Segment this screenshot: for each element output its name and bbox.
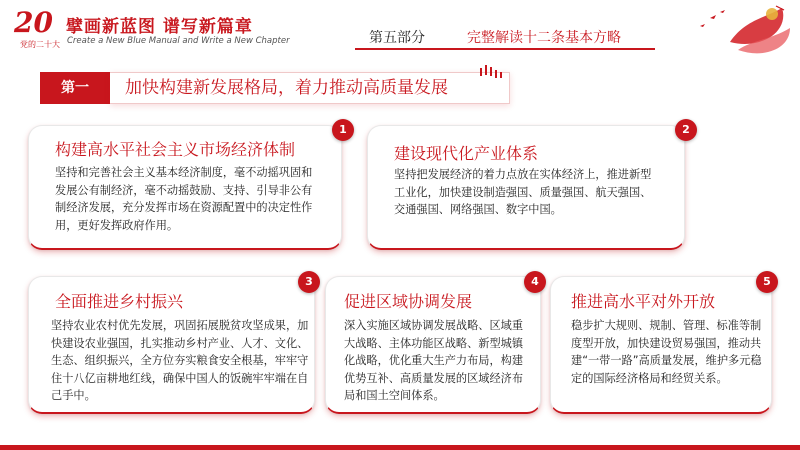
card-number-badge-5: 5 [756, 271, 778, 293]
section-tag: 第一 [40, 72, 110, 104]
logo-subtitle: 党的二十大 [20, 40, 60, 49]
card-number-badge-4: 4 [524, 271, 546, 293]
card-body: 深入实施区域协调发展战略、区域重大战略、主体功能区战略、新型城镇化战略，优化重大生产力布局，构建优势互补、高质量发展的区域经济布局和国土空间体系。 [344, 319, 524, 402]
card-number-badge-1: 1 [332, 119, 354, 141]
logo-title: 擘画新蓝图 谱写新篇章 [66, 17, 253, 37]
part-label: 第五部分 [369, 30, 425, 46]
card-number-badge-3: 3 [298, 271, 320, 293]
section-title: 加快构建新发展格局，着力推动高质量发展 [125, 78, 448, 98]
stars-decoration-icon [478, 62, 506, 82]
logo-english-title: Create a New Blue Manual and Write a New Chapter [67, 36, 290, 46]
card-title: 促进区域协调发展 [344, 292, 473, 311]
card-number-badge-2: 2 [675, 119, 697, 141]
card-title: 构建高水平社会主义市场经济体制 [55, 140, 296, 159]
policy-card-1 [28, 125, 342, 250]
event-logo [12, 6, 290, 52]
card-body: 稳步扩大规则、规制、管理、标准等制度型开放，加快建设贸易强国，推动共建“一带一路”高质量发展，维护多元稳定的国际经济格局和经贸关系。 [571, 319, 762, 385]
card-body: 坚持把发展经济的着力点放在实体经济上，推进新型工业化，加快建设制造强国、质量强国、航天强国、交通强国、网络强国、数字中国。 [394, 168, 652, 216]
card-body: 坚持农业农村优先发展，巩固拓展脱贫攻坚成果，加快建设农业强国，扎实推动乡村产业、人才、文化、生态、组织振兴，全方位夯实粮食安全根基，牢牢守住十八亿亩耕地红线，确保中国人的饭碗牢牢端在自己手中。 [51, 319, 309, 402]
policy-card-3 [28, 276, 315, 414]
logo-number: 20 [14, 6, 53, 39]
policy-card-4 [325, 276, 541, 414]
policy-card-2 [367, 125, 685, 250]
card-title: 建设现代化产业体系 [394, 144, 539, 163]
flag-decoration-icon [690, 0, 800, 60]
section-heading [40, 72, 510, 104]
part-title: 完整解读十二条基本方略 [467, 30, 621, 46]
header-divider [355, 48, 655, 50]
section-title-box [110, 72, 510, 104]
policy-card-5 [550, 276, 772, 414]
card-body: 坚持和完善社会主义基本经济制度，毫不动摇巩固和发展公有制经济，毫不动摇鼓励、支持、引导非公有制经济发展，充分发挥市场在资源配置中的决定性作用，更好发挥政府作用。 [55, 166, 313, 232]
footer-bar [0, 445, 800, 450]
card-title: 全面推进乡村振兴 [55, 292, 184, 311]
page-header [355, 22, 655, 52]
card-title: 推进高水平对外开放 [571, 292, 716, 311]
